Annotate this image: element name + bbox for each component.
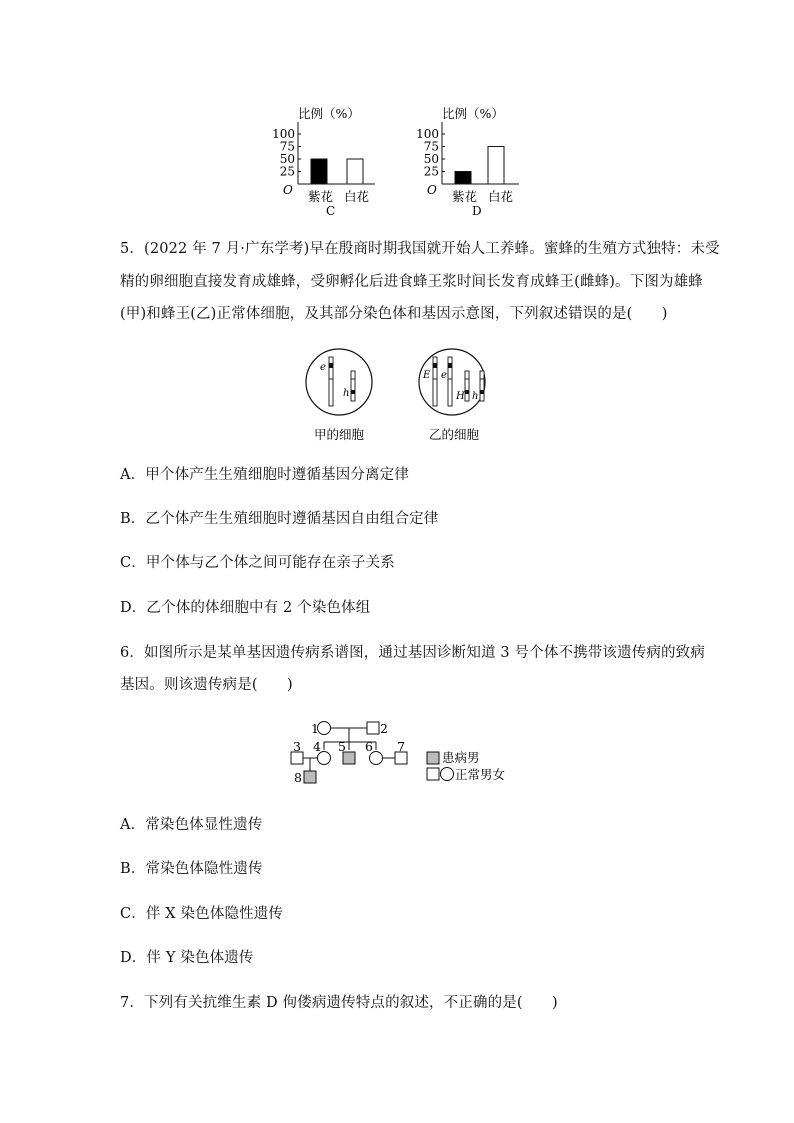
chromosome xyxy=(433,357,437,406)
y-tick-label: 25 xyxy=(279,164,295,179)
q6-option-c: C．伴 X 染色体隐性遗传 xyxy=(120,906,284,922)
cell-b-caption: 乙的细胞 xyxy=(429,427,480,442)
cells-figure xyxy=(300,343,510,447)
y-tick-label: 75 xyxy=(279,139,295,154)
q5-stem-line-1: 5．(2022 年 7 月·广东学考)早在殷商时期我国就开始人工养蜂。蜜蜂的生殖方式独特：未受 xyxy=(120,241,720,257)
chart-d-panel-label: D xyxy=(472,204,482,218)
pedigree-number-2: 2 xyxy=(380,721,388,736)
legend-normal-label: 正常男女 xyxy=(455,767,506,782)
q6-option-b: B．常染色体隐性遗传 xyxy=(120,861,263,877)
bar-purple-flower xyxy=(455,172,471,185)
bar-chart-d xyxy=(416,106,519,218)
q5-option-b: B．乙个体产生生殖细胞时遵循基因自由组合定律 xyxy=(120,511,439,527)
legend-affected-male-label: 患病男 xyxy=(442,750,480,765)
q6-option-d: D．伴 Y 染色体遗传 xyxy=(120,950,254,966)
q6-option-a: A．常染色体显性遗传 xyxy=(120,817,263,833)
chart-d-category-1: 紫花 xyxy=(452,189,478,204)
cell-b xyxy=(419,349,485,442)
chromosome xyxy=(329,357,333,406)
chart-c-panel-label: C xyxy=(326,204,336,218)
chromosome xyxy=(351,371,355,401)
pedigree-number-7: 7 xyxy=(397,739,405,754)
pedigree-number-4: 4 xyxy=(313,739,321,754)
chart-c-category-1: 紫花 xyxy=(308,189,334,204)
bar-purple-flower xyxy=(311,159,327,184)
pedigree-number-8: 8 xyxy=(294,770,302,785)
pedigree-number-6: 6 xyxy=(365,739,373,754)
pedigree-number-3: 3 xyxy=(293,739,301,754)
chart-d-origin: O xyxy=(427,183,437,197)
legend-affected-male-symbol xyxy=(427,752,439,764)
chart-c-category-2: 白花 xyxy=(344,189,370,204)
pedigree-individual-8-affected-male xyxy=(304,771,316,783)
gene-label-e: e xyxy=(320,362,326,373)
chart-c-origin: O xyxy=(283,183,293,197)
chromosome xyxy=(448,357,452,406)
bar-white-flower xyxy=(347,159,363,184)
q6-stem-line-1: 6．如图所示是某单基因遗传病系谱图，通过基因诊断知道 3 号个体不携带该遗传病的致病 xyxy=(120,645,705,661)
chromosome xyxy=(480,371,484,401)
bar-charts-figure xyxy=(270,102,530,220)
cell-a-membrane xyxy=(306,349,372,415)
gene-label-e: e xyxy=(441,370,447,381)
q5-stem-line-2: 精的卵细胞直接发育成雄蜂，受卵孵化后进食蜂王浆时间长发育成蜂王(雌蜂)。下图为雄蜂 xyxy=(120,274,703,290)
q7-stem-line-1: 7．下列有关抗维生素 D 佝偻病遗传特点的叙述，不正确的是( ) xyxy=(120,995,558,1011)
pedigree-number-5: 5 xyxy=(338,739,346,754)
q5-option-c: C．甲个体与乙个体之间可能存在亲子关系 xyxy=(120,555,395,571)
bar-chart-c xyxy=(272,106,375,218)
chart-d-ylabel: 比例（%） xyxy=(442,106,504,121)
y-tick-label: 25 xyxy=(423,164,439,179)
cell-a xyxy=(306,349,372,442)
gene-label-H: H xyxy=(456,391,465,402)
gene-label-h: h xyxy=(343,388,350,399)
bar-white-flower xyxy=(488,147,504,185)
q5-option-d: D．乙个体的体细胞中有 2 个染色体组 xyxy=(120,600,371,616)
y-tick-label: 50 xyxy=(279,152,295,166)
pedigree-individual-2-male xyxy=(367,722,379,734)
chart-c-ylabel: 比例（%） xyxy=(298,106,360,121)
gene-label-E: E xyxy=(423,370,431,381)
q6-stem-line-2: 基因。则该遗传病是( ) xyxy=(120,677,293,693)
pedigree-individual-1-female xyxy=(318,722,331,735)
chromosome xyxy=(465,371,469,401)
pedigree-number-1: 1 xyxy=(311,721,319,736)
legend-normal-female-symbol xyxy=(441,768,454,781)
q5-option-a: A．甲个体产生生殖细胞时遵循基因分离定律 xyxy=(120,467,409,483)
pedigree-figure xyxy=(285,714,525,790)
gene-label-h: h xyxy=(472,391,479,402)
y-tick-label: 75 xyxy=(423,139,439,154)
chart-d-category-2: 白花 xyxy=(488,189,514,204)
cell-a-caption: 甲的细胞 xyxy=(314,427,365,442)
y-tick-label: 100 xyxy=(272,127,295,141)
y-tick-label: 50 xyxy=(423,152,439,166)
q5-stem-line-3: (甲)和蜂王(乙)正常体细胞，及其部分染色体和基因示意图，下列叙述错误的是( ) xyxy=(120,306,668,322)
y-tick-label: 100 xyxy=(416,127,439,141)
legend-normal-male-symbol xyxy=(427,768,439,780)
